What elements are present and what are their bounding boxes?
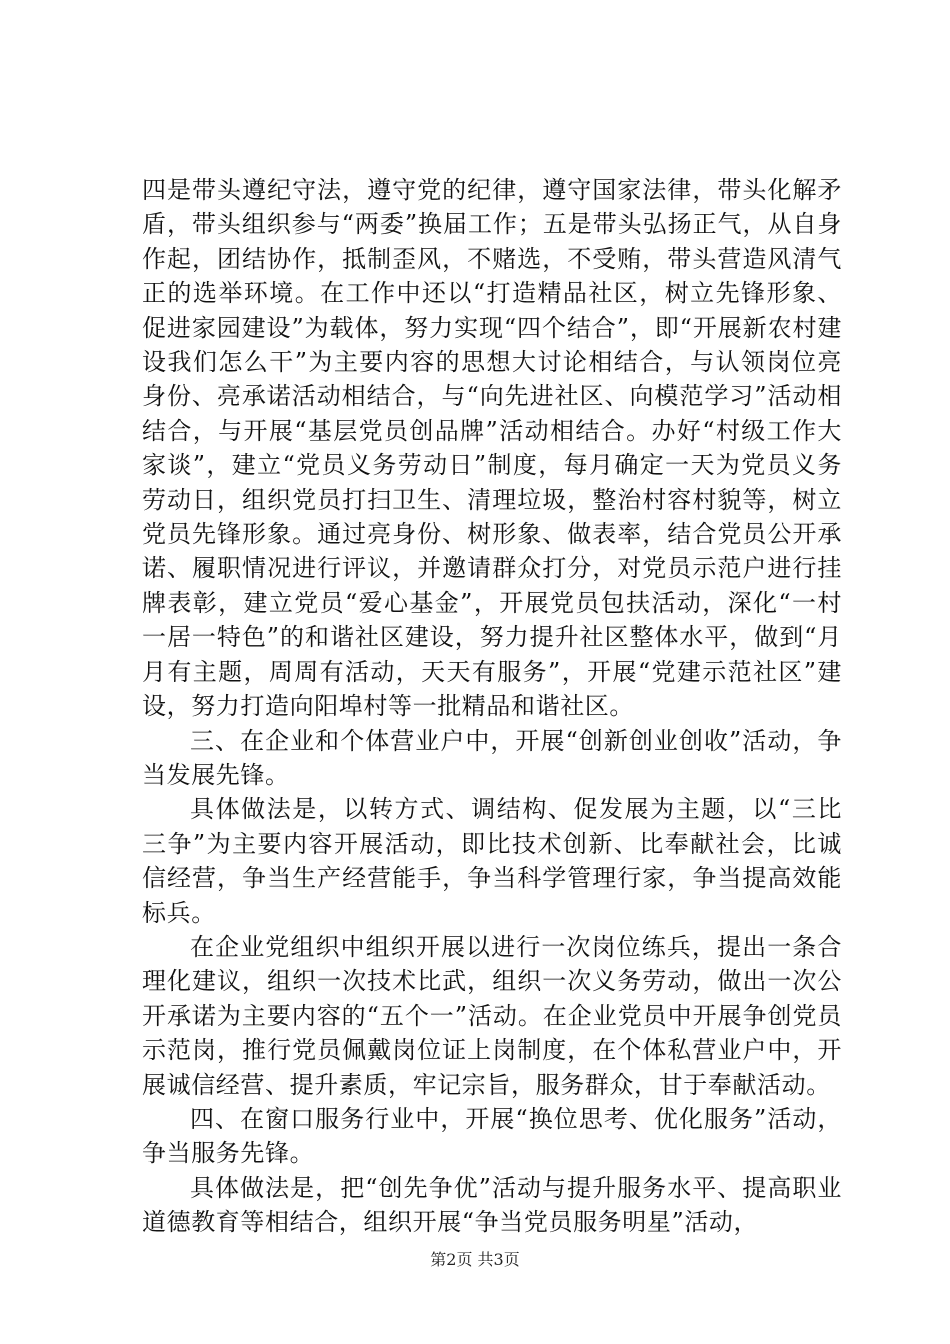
- page-footer: 第2页 共3页: [430, 1250, 520, 1269]
- paragraph-6: 具体做法是，把“创先争优”活动与提升服务水平、提高职业道德教育等相结合，组织开展“争当党员服务明星”活动，: [142, 1173, 842, 1237]
- document-body: [142, 173, 842, 1240]
- paragraph-3: 具体做法是，以转方式、调结构、促发展为主题，以“三比三争”为主要内容开展活动，即比技术创新、比奉献社会，比诚信经营，争当生产经营能手，争当科学管理行家，争当提高效能标兵。: [142, 795, 842, 927]
- paragraph-4: 在企业党组织中组织开展以进行一次岗位练兵，提出一条合理化建议，组织一次技术比武，组织一次义务劳动，做出一次公开承诺为主要内容的“五个一”活动。在企业党员中开展争创党员示范岗，推行党员佩戴岗位证上岗制度，在个体私营业户中，开展诚信经营、提升素质，牢记宗旨，服务群众，甘于奉献活动。: [142, 932, 842, 1099]
- paragraph-1: 四是带头遵纪守法，遵守党的纪律，遵守国家法律，带头化解矛盾，带头组织参与“两委”换届工作；五是带头弘扬正气，从自身作起，团结协作，抵制歪风，不赌选，不受贿，带头营造风清气正的选举环境。在工作中还以“打造精品社区，树立先锋形象、促进家园建设”为载体，努力实现“四个结合”，即“开展新农村建设我们怎么干”为主要内容的思想大讨论相结合，与认领岗位亮身份、亮承诺活动相结合，与“向先进社区、向模范学习”活动相结合，与开展“基层党员创品牌”活动相结合。办好“村级工作大家谈”，建立“党员义务劳动日”制度，每月确定一天为党员义务劳动日，组织党员打扫卫生、清理垃圾，整治村容村貌等，树立党员先锋形象。通过亮身份、树形象、做表率，结合党员公开承诺、履职情况进行评议，并邀请群众打分，对党员示范户进行挂牌表彰，建立党员“爱心基金”，开展党员包扶活动，深化“一村一居一特色”的和谐社区建设，努力提升社区整体水平，做到“月月有主题，周周有活动，天天有服务”，开展“党建示范社区”建设，努力打造向阳埠村等一批精品和谐社区。: [142, 176, 842, 721]
- paragraph-2-heading: 三、在企业和个体营业户中，开展“创新创业创收”活动，争当发展先锋。: [142, 726, 842, 789]
- paragraph-5-heading: 四、在窗口服务行业中，开展“换位思考、优化服务”活动，争当服务先锋。: [142, 1104, 842, 1168]
